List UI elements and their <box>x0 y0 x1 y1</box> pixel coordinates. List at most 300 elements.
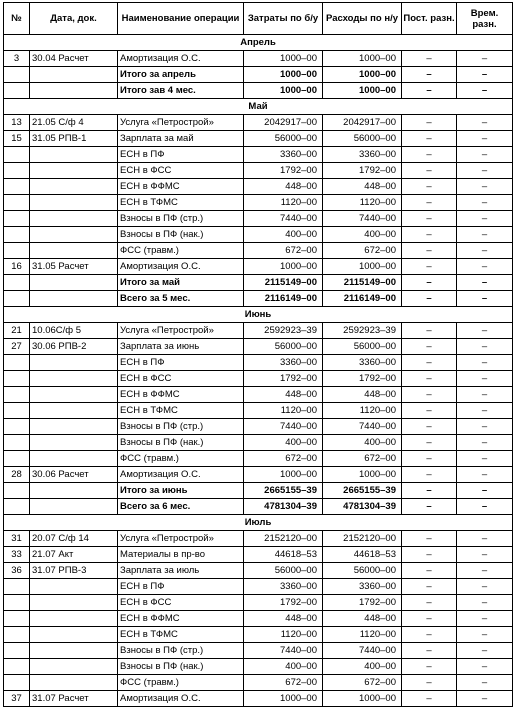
accounting-cost: 1120–00 <box>244 403 323 419</box>
entry-date-doc <box>30 211 118 227</box>
tax-expense: 400–00 <box>323 227 402 243</box>
temporary-diff: – <box>457 211 513 227</box>
accounting-cost: 7440–00 <box>244 643 323 659</box>
entry-number <box>4 275 30 291</box>
month-header-row <box>4 35 513 51</box>
temporary-diff: – <box>457 547 513 563</box>
temporary-diff: – <box>457 611 513 627</box>
permanent-diff: – <box>402 435 457 451</box>
entry-date-doc <box>30 659 118 675</box>
entry-date-doc <box>30 163 118 179</box>
entry-number <box>4 643 30 659</box>
permanent-diff: – <box>402 419 457 435</box>
operation-name: ЕСН в ПФ <box>118 147 244 163</box>
entry-number: 31 <box>4 531 30 547</box>
operation-name: Амортизация О.С. <box>118 467 244 483</box>
entry-number: 27 <box>4 339 30 355</box>
table-row <box>4 323 513 339</box>
operation-name: Зарплата за июль <box>118 563 244 579</box>
operation-name: Зарплата за май <box>118 131 244 147</box>
permanent-diff: – <box>402 387 457 403</box>
temporary-diff: – <box>457 163 513 179</box>
operation-name: Взносы в ПФ (нак.) <box>118 659 244 675</box>
accounting-cost: 400–00 <box>244 659 323 675</box>
entry-number <box>4 83 30 99</box>
accounting-cost: 672–00 <box>244 451 323 467</box>
permanent-diff: – <box>402 355 457 371</box>
month-label: Май <box>4 99 513 115</box>
table-row <box>4 547 513 563</box>
temporary-diff: – <box>457 131 513 147</box>
entry-number: 15 <box>4 131 30 147</box>
entry-number <box>4 595 30 611</box>
entry-date-doc: 31.07 Расчет <box>30 691 118 707</box>
entry-number <box>4 387 30 403</box>
entry-number <box>4 195 30 211</box>
accounting-cost: 1000–00 <box>244 51 323 67</box>
tax-expense: 2115149–00 <box>323 275 402 291</box>
table-row <box>4 419 513 435</box>
tax-expense: 1000–00 <box>323 83 402 99</box>
temporary-diff: – <box>457 627 513 643</box>
operation-name: ЕСН в ФФМС <box>118 179 244 195</box>
operation-name: Итого зав 4 мес. <box>118 83 244 99</box>
permanent-diff: – <box>402 259 457 275</box>
entry-number: 33 <box>4 547 30 563</box>
entry-date-doc <box>30 371 118 387</box>
entry-date-doc <box>30 595 118 611</box>
temporary-diff: – <box>457 563 513 579</box>
entry-date-doc <box>30 275 118 291</box>
permanent-diff: – <box>402 115 457 131</box>
entry-number <box>4 227 30 243</box>
operation-name: Услуга «Петрострой» <box>118 115 244 131</box>
table-row <box>4 211 513 227</box>
tax-expense: 56000–00 <box>323 563 402 579</box>
table-row <box>4 643 513 659</box>
entry-number <box>4 627 30 643</box>
tax-expense: 448–00 <box>323 179 402 195</box>
accounting-cost: 448–00 <box>244 387 323 403</box>
accounting-cost: 400–00 <box>244 227 323 243</box>
entry-number <box>4 579 30 595</box>
accounting-cost: 7440–00 <box>244 211 323 227</box>
temporary-diff: – <box>457 243 513 259</box>
permanent-diff: – <box>402 659 457 675</box>
entry-number <box>4 163 30 179</box>
table-row <box>4 195 513 211</box>
header-date-doc: Дата, док. <box>30 3 118 35</box>
tax-expense: 1000–00 <box>323 467 402 483</box>
entry-date-doc <box>30 387 118 403</box>
total-row <box>4 291 513 307</box>
total-row <box>4 275 513 291</box>
entry-date-doc <box>30 675 118 691</box>
entry-number: 37 <box>4 691 30 707</box>
entry-date-doc <box>30 627 118 643</box>
temporary-diff: – <box>457 339 513 355</box>
operation-name: ЕСН в ФСС <box>118 163 244 179</box>
temporary-diff: – <box>457 643 513 659</box>
accounting-cost: 1120–00 <box>244 195 323 211</box>
entry-number <box>4 291 30 307</box>
table-row <box>4 51 513 67</box>
tax-expense: 7440–00 <box>323 643 402 659</box>
permanent-diff: – <box>402 339 457 355</box>
temporary-diff: – <box>457 499 513 515</box>
entry-date-doc: 10.06С/ф 5 <box>30 323 118 339</box>
month-label: Апрель <box>4 35 513 51</box>
tax-expense: 1792–00 <box>323 595 402 611</box>
temporary-diff: – <box>457 355 513 371</box>
accounting-cost: 400–00 <box>244 435 323 451</box>
tax-expense: 1792–00 <box>323 371 402 387</box>
table-row <box>4 579 513 595</box>
temporary-diff: – <box>457 83 513 99</box>
table-row <box>4 403 513 419</box>
entry-date-doc <box>30 147 118 163</box>
entry-date-doc: 30.04 Расчет <box>30 51 118 67</box>
temporary-diff: – <box>457 595 513 611</box>
accounting-cost: 2116149–00 <box>244 291 323 307</box>
accounting-cost: 56000–00 <box>244 339 323 355</box>
accounting-cost: 2115149–00 <box>244 275 323 291</box>
tax-expense: 56000–00 <box>323 339 402 355</box>
temporary-diff: – <box>457 435 513 451</box>
table-row <box>4 355 513 371</box>
temporary-diff: – <box>457 579 513 595</box>
permanent-diff: – <box>402 563 457 579</box>
entry-number <box>4 371 30 387</box>
table-row <box>4 371 513 387</box>
temporary-diff: – <box>457 691 513 707</box>
table-row <box>4 147 513 163</box>
table-row <box>4 531 513 547</box>
operation-name: ЕСН в ФСС <box>118 371 244 387</box>
entry-number: 28 <box>4 467 30 483</box>
temporary-diff: – <box>457 147 513 163</box>
entry-date-doc <box>30 499 118 515</box>
temporary-diff: – <box>457 419 513 435</box>
table-row <box>4 627 513 643</box>
entry-date-doc: 21.07 Акт <box>30 547 118 563</box>
operation-name: ЕСН в ТФМС <box>118 403 244 419</box>
operation-name: Зарплата за июнь <box>118 339 244 355</box>
temporary-diff: – <box>457 323 513 339</box>
permanent-diff: – <box>402 67 457 83</box>
table-row <box>4 227 513 243</box>
permanent-diff: – <box>402 467 457 483</box>
table-row <box>4 435 513 451</box>
permanent-diff: – <box>402 691 457 707</box>
temporary-diff: – <box>457 387 513 403</box>
header-accounting-costs: Затраты по б/у <box>244 3 323 35</box>
operation-name: Взносы в ПФ (стр.) <box>118 419 244 435</box>
entry-date-doc <box>30 179 118 195</box>
operation-name: ФСС (травм.) <box>118 243 244 259</box>
accounting-cost: 448–00 <box>244 611 323 627</box>
temporary-diff: – <box>457 259 513 275</box>
operation-name: Амортизация О.С. <box>118 259 244 275</box>
header-temporary-diff: Врем. разн. <box>457 3 513 35</box>
table-row <box>4 339 513 355</box>
entry-number <box>4 611 30 627</box>
accounting-cost: 2592923–39 <box>244 323 323 339</box>
accounting-cost: 3360–00 <box>244 147 323 163</box>
month-label: Июнь <box>4 307 513 323</box>
table-row <box>4 179 513 195</box>
entry-date-doc <box>30 291 118 307</box>
entry-date-doc <box>30 195 118 211</box>
permanent-diff: – <box>402 211 457 227</box>
accounting-cost: 672–00 <box>244 675 323 691</box>
permanent-diff: – <box>402 579 457 595</box>
operation-name: ЕСН в ТФМС <box>118 627 244 643</box>
header-row <box>4 3 513 35</box>
operation-name: Услуга «Петрострой» <box>118 323 244 339</box>
permanent-diff: – <box>402 51 457 67</box>
tax-expense: 400–00 <box>323 659 402 675</box>
entry-number <box>4 419 30 435</box>
entry-number <box>4 355 30 371</box>
entry-number <box>4 659 30 675</box>
temporary-diff: – <box>457 467 513 483</box>
accounting-cost: 1000–00 <box>244 83 323 99</box>
operation-name: Амортизация О.С. <box>118 51 244 67</box>
table-row <box>4 451 513 467</box>
tax-expense: 1120–00 <box>323 195 402 211</box>
accounting-cost: 56000–00 <box>244 131 323 147</box>
temporary-diff: – <box>457 115 513 131</box>
entry-date-doc <box>30 419 118 435</box>
temporary-diff: – <box>457 531 513 547</box>
accounting-cost: 672–00 <box>244 243 323 259</box>
tax-expense: 44618–53 <box>323 547 402 563</box>
tax-expense: 1120–00 <box>323 627 402 643</box>
entry-number <box>4 675 30 691</box>
permanent-diff: – <box>402 195 457 211</box>
permanent-diff: – <box>402 531 457 547</box>
permanent-diff: – <box>402 227 457 243</box>
permanent-diff: – <box>402 451 457 467</box>
operation-name: ЕСН в ФФМС <box>118 387 244 403</box>
permanent-diff: – <box>402 499 457 515</box>
operation-name: Взносы в ПФ (нак.) <box>118 435 244 451</box>
accounting-cost: 2042917–00 <box>244 115 323 131</box>
month-header-row <box>4 515 513 531</box>
tax-expense: 1120–00 <box>323 403 402 419</box>
entry-date-doc: 31.07 РПВ-3 <box>30 563 118 579</box>
entry-date-doc: 21.05 С/ф 4 <box>30 115 118 131</box>
operation-name: Амортизация О.С. <box>118 691 244 707</box>
operation-name: Взносы в ПФ (стр.) <box>118 643 244 659</box>
operation-name: Услуга «Петрострой» <box>118 531 244 547</box>
permanent-diff: – <box>402 643 457 659</box>
permanent-diff: – <box>402 291 457 307</box>
operation-name: ФСС (травм.) <box>118 451 244 467</box>
header-operation-name: Наименование операции <box>118 3 244 35</box>
table-row <box>4 467 513 483</box>
entry-number: 3 <box>4 51 30 67</box>
operation-name: Итого за май <box>118 275 244 291</box>
entry-date-doc <box>30 83 118 99</box>
entry-number <box>4 499 30 515</box>
total-row <box>4 483 513 499</box>
accounting-cost: 44618–53 <box>244 547 323 563</box>
permanent-diff: – <box>402 147 457 163</box>
entry-date-doc <box>30 243 118 259</box>
permanent-diff: – <box>402 163 457 179</box>
entry-number: 13 <box>4 115 30 131</box>
ledger-body <box>4 35 513 707</box>
permanent-diff: – <box>402 403 457 419</box>
temporary-diff: – <box>457 675 513 691</box>
total-row <box>4 83 513 99</box>
operation-name: Материалы в пр-во <box>118 547 244 563</box>
permanent-diff: – <box>402 131 457 147</box>
temporary-diff: – <box>457 371 513 387</box>
permanent-diff: – <box>402 627 457 643</box>
tax-expense: 2665155–39 <box>323 483 402 499</box>
table-row <box>4 259 513 275</box>
permanent-diff: – <box>402 675 457 691</box>
tax-expense: 2152120–00 <box>323 531 402 547</box>
entry-date-doc: 20.07 С/ф 14 <box>30 531 118 547</box>
permanent-diff: – <box>402 611 457 627</box>
accounting-cost: 1000–00 <box>244 67 323 83</box>
entry-date-doc: 31.05 Расчет <box>30 259 118 275</box>
entry-date-doc <box>30 579 118 595</box>
entry-number <box>4 451 30 467</box>
entry-number <box>4 147 30 163</box>
tax-expense: 2116149–00 <box>323 291 402 307</box>
table-row <box>4 659 513 675</box>
total-row <box>4 499 513 515</box>
temporary-diff: – <box>457 451 513 467</box>
entry-number <box>4 67 30 83</box>
table-row <box>4 163 513 179</box>
header-number: № <box>4 3 30 35</box>
entry-number: 16 <box>4 259 30 275</box>
accounting-cost: 1792–00 <box>244 595 323 611</box>
entry-number <box>4 211 30 227</box>
temporary-diff: – <box>457 483 513 499</box>
table-row <box>4 387 513 403</box>
entry-date-doc <box>30 227 118 243</box>
accounting-cost: 4781304–39 <box>244 499 323 515</box>
permanent-diff: – <box>402 243 457 259</box>
temporary-diff: – <box>457 195 513 211</box>
accounting-cost: 1792–00 <box>244 163 323 179</box>
permanent-diff: – <box>402 179 457 195</box>
tax-expense: 672–00 <box>323 675 402 691</box>
tax-expense: 2042917–00 <box>323 115 402 131</box>
operation-name: Всего за 5 мес. <box>118 291 244 307</box>
temporary-diff: – <box>457 275 513 291</box>
table-row <box>4 131 513 147</box>
month-header-row <box>4 99 513 115</box>
accounting-cost: 3360–00 <box>244 579 323 595</box>
entry-number <box>4 403 30 419</box>
operation-name: Итого за апрель <box>118 67 244 83</box>
operation-name: Итого за июнь <box>118 483 244 499</box>
accounting-cost: 7440–00 <box>244 419 323 435</box>
month-label: Июль <box>4 515 513 531</box>
accounting-cost: 1000–00 <box>244 691 323 707</box>
entry-number: 21 <box>4 323 30 339</box>
tax-expense: 400–00 <box>323 435 402 451</box>
entry-date-doc <box>30 451 118 467</box>
header-tax-expenses: Расходы по н/у <box>323 3 402 35</box>
temporary-diff: – <box>457 291 513 307</box>
tax-expense: 1000–00 <box>323 51 402 67</box>
operation-name: ЕСН в ТФМС <box>118 195 244 211</box>
total-row <box>4 67 513 83</box>
tax-expense: 3360–00 <box>323 147 402 163</box>
temporary-diff: – <box>457 403 513 419</box>
accounting-cost: 3360–00 <box>244 355 323 371</box>
entry-number <box>4 435 30 451</box>
operation-name: Взносы в ПФ (стр.) <box>118 211 244 227</box>
permanent-diff: – <box>402 83 457 99</box>
entry-date-doc <box>30 483 118 499</box>
tax-expense: 7440–00 <box>323 211 402 227</box>
temporary-diff: – <box>457 659 513 675</box>
entry-date-doc <box>30 403 118 419</box>
table-row <box>4 691 513 707</box>
tax-expense: 1000–00 <box>323 259 402 275</box>
accounting-cost: 2665155–39 <box>244 483 323 499</box>
tax-expense: 7440–00 <box>323 419 402 435</box>
accounting-cost: 1000–00 <box>244 259 323 275</box>
entry-date-doc <box>30 435 118 451</box>
tax-expense: 1000–00 <box>323 67 402 83</box>
operation-name: ЕСН в ПФ <box>118 579 244 595</box>
header-permanent-diff: Пост. разн. <box>402 3 457 35</box>
operation-name: ЕСН в ФСС <box>118 595 244 611</box>
permanent-diff: – <box>402 323 457 339</box>
ledger-table <box>3 2 513 707</box>
entry-date-doc <box>30 355 118 371</box>
month-header-row <box>4 307 513 323</box>
permanent-diff: – <box>402 547 457 563</box>
temporary-diff: – <box>457 51 513 67</box>
accounting-cost: 448–00 <box>244 179 323 195</box>
entry-number <box>4 483 30 499</box>
ledger-sheet <box>3 2 512 707</box>
entry-number <box>4 243 30 259</box>
table-row <box>4 611 513 627</box>
operation-name: ЕСН в ФФМС <box>118 611 244 627</box>
permanent-diff: – <box>402 595 457 611</box>
tax-expense: 672–00 <box>323 451 402 467</box>
accounting-cost: 56000–00 <box>244 563 323 579</box>
table-row <box>4 243 513 259</box>
entry-date-doc <box>30 611 118 627</box>
entry-number: 36 <box>4 563 30 579</box>
operation-name: ЕСН в ПФ <box>118 355 244 371</box>
table-row <box>4 595 513 611</box>
entry-date-doc: 31.05 РПВ-1 <box>30 131 118 147</box>
tax-expense: 2592923–39 <box>323 323 402 339</box>
entry-number <box>4 179 30 195</box>
permanent-diff: – <box>402 275 457 291</box>
tax-expense: 448–00 <box>323 387 402 403</box>
tax-expense: 1000–00 <box>323 691 402 707</box>
table-row <box>4 563 513 579</box>
temporary-diff: – <box>457 67 513 83</box>
tax-expense: 3360–00 <box>323 579 402 595</box>
